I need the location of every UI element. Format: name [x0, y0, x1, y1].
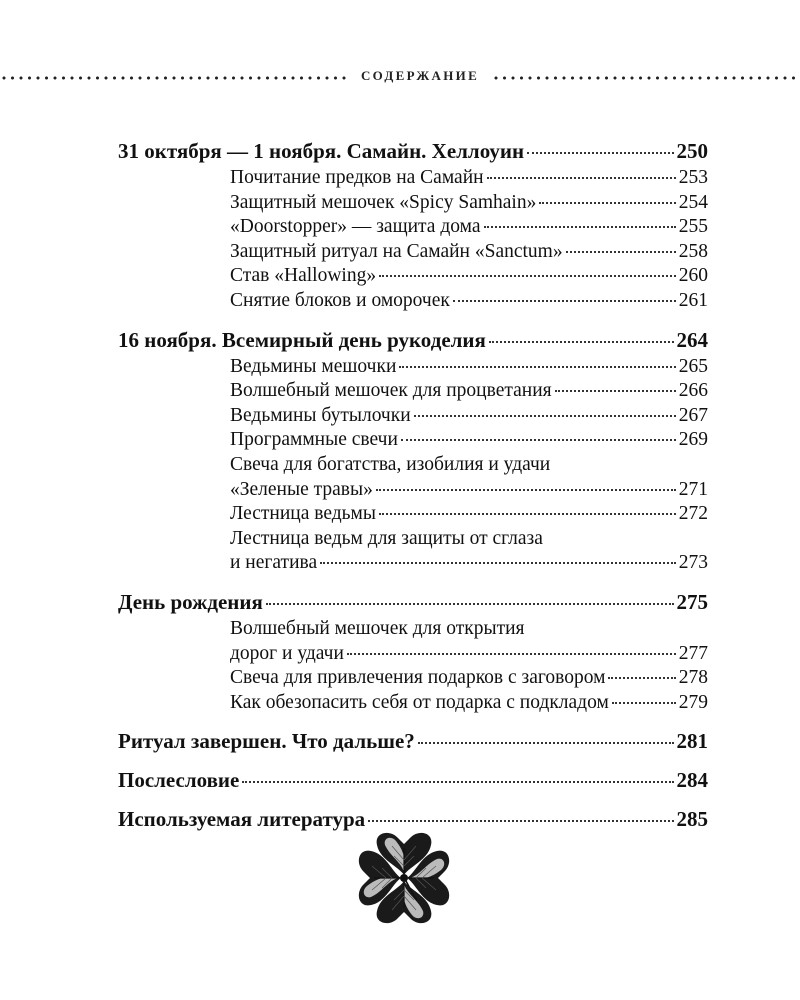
four-leaf-clover-icon: [354, 828, 454, 928]
toc-sub-entry[interactable]: [118, 478, 708, 503]
toc-sub-entry[interactable]: [118, 215, 708, 240]
page-number: 255: [678, 216, 708, 238]
chapter-title: 31 октября — 1 ноября. Самайн. Хеллоуин: [118, 139, 525, 163]
page-number: 250: [676, 139, 708, 163]
toc-sub-entry[interactable]: [118, 428, 708, 453]
page-number: 272: [678, 503, 708, 525]
toc-chapter-entry[interactable]: [118, 767, 708, 793]
dotted-rule-right: [494, 76, 800, 80]
toc-sub-entry[interactable]: [118, 404, 708, 429]
page-number: 258: [678, 240, 708, 262]
entry-title: Программные свечи: [230, 429, 398, 451]
dot-leader: [399, 366, 675, 368]
dot-leader: [347, 653, 676, 655]
toc-sub-entry[interactable]: [118, 240, 708, 265]
page-number: 269: [678, 429, 708, 451]
entry-title: Ведьмины бутылочки: [230, 404, 411, 426]
page-number: 265: [678, 355, 708, 377]
chapter-title: 16 ноября. Всемирный день рукоделия: [118, 327, 486, 352]
page-number: 253: [678, 167, 708, 188]
dot-leader: [266, 603, 674, 605]
dot-leader: [484, 226, 676, 228]
dot-leader: [368, 820, 673, 822]
entry-title: «Зеленые травы»: [230, 478, 373, 500]
toc-sub-entry[interactable]: [118, 691, 708, 716]
page-number: 279: [678, 691, 708, 713]
toc-chapter-entry[interactable]: [118, 728, 708, 754]
dot-leader: [401, 439, 676, 441]
page-number: 271: [678, 478, 708, 500]
entry-title: Волшебный мешочек для процветания: [230, 380, 552, 402]
entry-title-first-line: Свеча для богатства, изобилия и удачи: [230, 453, 551, 475]
dot-leader: [418, 742, 674, 744]
dot-leader: [320, 562, 676, 564]
dot-leader: [376, 489, 676, 491]
dot-leader: [539, 202, 675, 204]
chapter-title: Послесловие: [118, 768, 240, 793]
dot-leader: [487, 177, 676, 179]
toc-sub-entry[interactable]: [118, 355, 708, 380]
entry-title: Снятие блоков и оморочек: [230, 289, 450, 311]
page-number: 254: [678, 191, 708, 213]
chapter-title: День рождения: [118, 589, 263, 614]
page-number: 260: [678, 265, 708, 287]
chapter-title: Используемая литература: [118, 807, 366, 832]
toc-section: [118, 138, 708, 314]
toc-sub-entry[interactable]: [118, 502, 708, 527]
entry-title: Лестница ведьмы: [230, 503, 376, 525]
running-head-title: СОДЕРЖАНИЕ: [360, 68, 480, 83]
toc-section: [118, 767, 708, 793]
dot-leader: [379, 275, 676, 277]
dotted-rule-left: [2, 76, 346, 80]
toc-sub-entry[interactable]: [118, 379, 708, 404]
toc-chapter-entry[interactable]: [118, 327, 708, 353]
entry-title: и негатива: [230, 552, 318, 574]
entry-title-first-line: Волшебный мешочек для открытия: [230, 617, 525, 639]
running-header: [0, 66, 800, 88]
page-number: 285: [676, 807, 708, 832]
toc-sub-entry[interactable]: [118, 166, 708, 191]
toc-sub-entry[interactable]: [118, 264, 708, 289]
page-number: 273: [678, 552, 708, 574]
page-number: 277: [678, 642, 708, 664]
entry-title: Став «Hallowing»: [230, 265, 377, 287]
chapter-title: Ритуал завершен. Что дальше?: [118, 729, 415, 754]
dot-leader: [414, 415, 676, 417]
page-number: 261: [678, 289, 708, 311]
toc-chapter-entry[interactable]: [118, 589, 708, 615]
dot-leader: [566, 251, 676, 253]
toc-sub-entry[interactable]: [118, 191, 708, 216]
toc-chapter-entry[interactable]: [118, 138, 708, 164]
page-number: 264: [676, 327, 708, 352]
entry-title: Почитание предков на Самайн: [230, 167, 484, 188]
page-number: 284: [676, 768, 708, 793]
entry-title: дорог и удачи: [230, 642, 344, 664]
dot-leader: [527, 152, 673, 154]
page-number: 278: [678, 667, 708, 689]
dot-leader: [612, 702, 676, 704]
page-number: 266: [678, 380, 708, 402]
entry-title: Ведьмины мешочки: [230, 355, 397, 377]
dot-leader: [608, 677, 675, 679]
toc-section: [118, 327, 708, 576]
page-number: 267: [678, 404, 708, 426]
dot-leader: [242, 781, 673, 783]
entry-title: Защитный ритуал на Самайн «Sanctum»: [230, 240, 563, 262]
dot-leader: [379, 513, 676, 515]
page-number: 275: [676, 589, 708, 614]
dot-leader: [453, 300, 676, 302]
entry-title: Как обезопасить себя от подарка с подкладом: [230, 691, 609, 713]
table-of-contents: [118, 138, 708, 845]
toc-sub-entry[interactable]: [118, 551, 708, 576]
page-number: 281: [676, 729, 708, 754]
entry-title: Защитный мешочек «Spicy Samhain»: [230, 191, 537, 213]
toc-section: [118, 728, 708, 754]
entry-title: Свеча для привлечения подарков с заговором: [230, 667, 606, 689]
entry-title-first-line: Лестница ведьм для защиты от сглаза: [230, 527, 543, 549]
toc-section: [118, 589, 708, 715]
entry-title: «Doorstopper» — защита дома: [230, 216, 481, 238]
toc-sub-entry[interactable]: [118, 642, 708, 667]
toc-sub-entry[interactable]: [118, 289, 708, 314]
dot-leader: [555, 390, 676, 392]
toc-sub-entry[interactable]: [118, 666, 708, 691]
dot-leader: [489, 341, 674, 343]
